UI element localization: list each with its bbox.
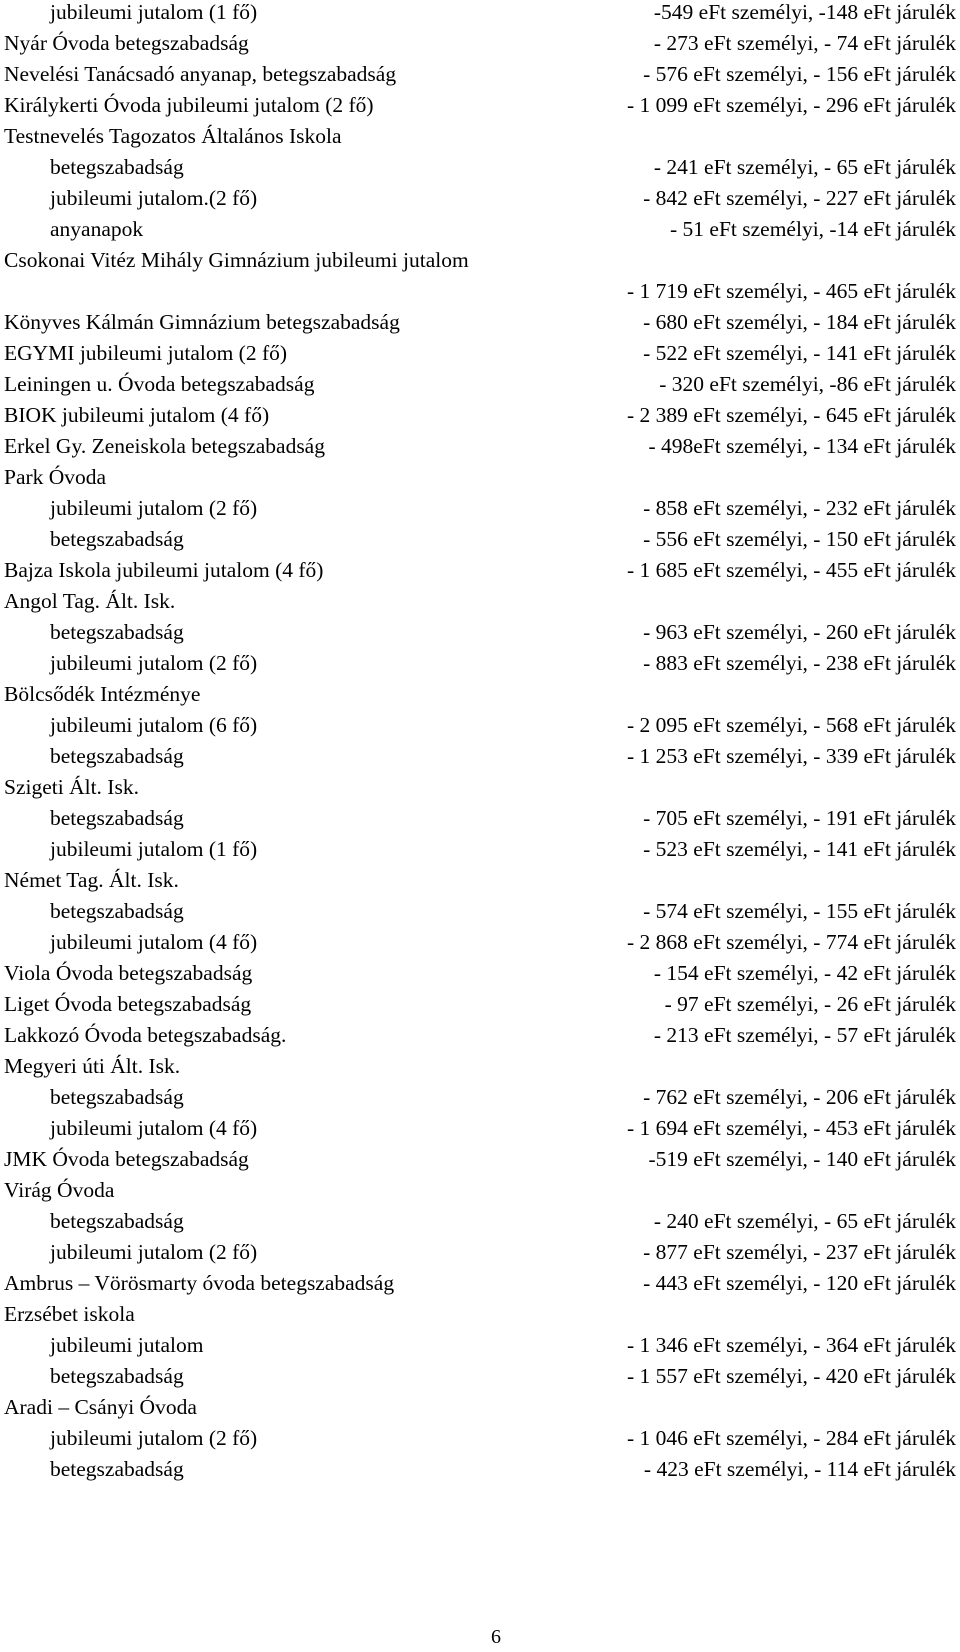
budget-item-row <box>0 120 960 152</box>
budget-subitem-row <box>0 616 960 648</box>
line-amount: - 1 557 eFt személyi, - 420 eFt járulék <box>627 1364 956 1388</box>
line-amount: - 240 eFt személyi, - 65 eFt járulék <box>653 1209 956 1233</box>
budget-subitem-row <box>0 802 960 834</box>
budget-item-row <box>0 461 960 493</box>
budget-item-row <box>0 430 960 462</box>
line-label: Virág Óvoda <box>4 1178 115 1202</box>
line-label: Erzsébet iskola <box>4 1302 135 1326</box>
budget-item-row <box>0 244 960 276</box>
budget-item-row <box>0 89 960 121</box>
budget-item-row <box>0 554 960 586</box>
line-amount: - 2 095 eFt személyi, - 568 eFt járulék <box>627 713 956 737</box>
budget-item-row <box>0 368 960 400</box>
budget-item-row <box>0 1298 960 1330</box>
budget-item-row <box>0 585 960 617</box>
line-amount: - 858 eFt személyi, - 232 eFt járulék <box>643 496 956 520</box>
line-label: betegszabadság <box>50 1085 184 1109</box>
line-label: Testnevelés Tagozatos Általános Iskola <box>4 124 342 148</box>
line-label: Ambrus – Vörösmarty óvoda betegszabadság <box>4 1271 395 1295</box>
line-amount: - 97 eFt személyi, - 26 eFt járulék <box>664 992 956 1016</box>
line-label: Lakkozó Óvoda betegszabadság. <box>4 1023 287 1047</box>
line-label: JMK Óvoda betegszabadság <box>4 1147 249 1171</box>
line-label: Park Óvoda <box>4 465 107 489</box>
line-amount: - 154 eFt személyi, - 42 eFt járulék <box>653 961 956 985</box>
line-amount: - 883 eFt személyi, - 238 eFt járulék <box>643 651 956 675</box>
line-label: Leiningen u. Óvoda betegszabadság <box>4 372 315 396</box>
line-label: betegszabadság <box>50 899 184 923</box>
budget-subitem-row <box>0 151 960 183</box>
line-amount: - 576 eFt személyi, - 156 eFt járulék <box>643 62 956 86</box>
line-amount: - 556 eFt személyi, - 150 eFt járulék <box>643 527 956 551</box>
line-amount: - 1 046 eFt személyi, - 284 eFt járulék <box>627 1426 956 1450</box>
budget-subitem-row <box>0 1112 960 1144</box>
line-label: jubileumi jutalom (2 fő) <box>50 1240 258 1264</box>
budget-item-row <box>0 678 960 710</box>
line-label: Könyves Kálmán Gimnázium betegszabadság <box>4 310 400 334</box>
budget-subitem-row <box>0 833 960 865</box>
line-amount: - 705 eFt személyi, - 191 eFt járulék <box>643 806 956 830</box>
line-amount: - 523 eFt személyi, - 141 eFt járulék <box>643 837 956 861</box>
budget-subitem-row <box>0 1236 960 1268</box>
budget-subitem-row <box>0 709 960 741</box>
line-amount: - 213 eFt személyi, - 57 eFt járulék <box>653 1023 956 1047</box>
budget-item-row <box>0 1143 960 1175</box>
line-amount: - 241 eFt személyi, - 65 eFt járulék <box>653 155 956 179</box>
line-label: jubileumi jutalom (1 fő) <box>50 0 258 24</box>
line-amount: -519 eFt személyi, - 140 eFt járulék <box>648 1147 956 1171</box>
line-label: Viola Óvoda betegszabadság <box>4 961 253 985</box>
line-label: jubileumi jutalom (1 fő) <box>50 837 258 861</box>
line-label: Bajza Iskola jubileumi jutalom (4 fő) <box>4 558 324 582</box>
line-label: betegszabadság <box>50 1209 184 1233</box>
line-label: jubileumi jutalom (2 fő) <box>50 651 258 675</box>
budget-subitem-row <box>0 492 960 524</box>
budget-item-row <box>0 988 960 1020</box>
line-label: Királykerti Óvoda jubileumi jutalom (2 fő) <box>4 93 374 117</box>
line-amount: - 1 253 eFt személyi, - 339 eFt járulék <box>627 744 956 768</box>
line-amount: - 1 719 eFt személyi, - 465 eFt járulék <box>627 279 956 303</box>
budget-item-row <box>0 771 960 803</box>
line-amount: - 423 eFt személyi, - 114 eFt járulék <box>643 1457 956 1481</box>
line-label: betegszabadság <box>50 1457 184 1481</box>
budget-item-row <box>0 1019 960 1051</box>
budget-subitem-row <box>0 0 960 28</box>
line-amount: - 574 eFt személyi, - 155 eFt járulék <box>643 899 956 923</box>
page-number: 6 <box>491 1626 501 1648</box>
line-label: jubileumi jutalom (4 fő) <box>50 930 258 954</box>
line-amount: - 320 eFt személyi, -86 eFt járulék <box>659 372 956 396</box>
line-amount: - 2 389 eFt személyi, - 645 eFt járulék <box>627 403 956 427</box>
line-label: jubileumi jutalom (4 fő) <box>50 1116 258 1140</box>
line-label: jubileumi jutalom.(2 fő) <box>50 186 258 210</box>
line-label: EGYMI jubileumi jutalom (2 fő) <box>4 341 288 365</box>
budget-subitem-row <box>0 926 960 958</box>
budget-item-row <box>0 864 960 896</box>
budget-item-row <box>0 275 960 307</box>
budget-item-row <box>0 957 960 989</box>
line-label: betegszabadság <box>50 155 184 179</box>
line-amount: - 273 eFt személyi, - 74 eFt járulék <box>653 31 956 55</box>
line-label: Csokonai Vitéz Mihály Gimnázium jubileumi jutalom <box>4 248 469 272</box>
line-label: Nyár Óvoda betegszabadság <box>4 31 249 55</box>
line-label: Német Tag. Ált. Isk. <box>4 868 179 892</box>
budget-subitem-row <box>0 182 960 214</box>
line-label: Megyeri úti Ált. Isk. <box>4 1054 181 1078</box>
line-amount: - 443 eFt személyi, - 120 eFt járulék <box>643 1271 956 1295</box>
budget-subitem-row <box>0 740 960 772</box>
budget-subitem-row <box>0 1081 960 1113</box>
line-label: Nevelési Tanácsadó anyanap, betegszabadság <box>4 62 397 86</box>
line-label: betegszabadság <box>50 1364 184 1388</box>
line-label: Angol Tag. Ált. Isk. <box>4 589 176 613</box>
line-amount: - 1 685 eFt személyi, - 455 eFt járulék <box>627 558 956 582</box>
line-amount: - 51 eFt személyi, -14 eFt járulék <box>670 217 956 241</box>
line-amount: - 1 099 eFt személyi, - 296 eFt járulék <box>627 93 956 117</box>
budget-item-row <box>0 1391 960 1423</box>
line-label: Szigeti Ált. Isk. <box>4 775 139 799</box>
line-amount: - 877 eFt személyi, - 237 eFt járulék <box>643 1240 956 1264</box>
line-label: betegszabadság <box>50 527 184 551</box>
budget-subitem-row <box>0 1329 960 1361</box>
budget-item-row <box>0 1174 960 1206</box>
budget-subitem-row <box>0 647 960 679</box>
line-label: Erkel Gy. Zeneiskola betegszabadság <box>4 434 325 458</box>
line-label: anyanapok <box>50 217 144 241</box>
line-label: jubileumi jutalom <box>50 1333 204 1357</box>
line-amount: - 963 eFt személyi, - 260 eFt járulék <box>643 620 956 644</box>
budget-item-row <box>0 399 960 431</box>
budget-item-row <box>0 1050 960 1082</box>
budget-item-row <box>0 1267 960 1299</box>
line-label: jubileumi jutalom (2 fő) <box>50 1426 258 1450</box>
budget-item-row <box>0 306 960 338</box>
line-amount: - 498eFt személyi, - 134 eFt járulék <box>648 434 956 458</box>
line-label: Bölcsődék Intézménye <box>4 682 201 706</box>
line-amount: -549 eFt személyi, -148 eFt járulék <box>653 0 956 24</box>
line-label: betegszabadság <box>50 806 184 830</box>
budget-subitem-row <box>0 1453 960 1485</box>
budget-subitem-row <box>0 1422 960 1454</box>
line-label: BIOK jubileumi jutalom (4 fő) <box>4 403 270 427</box>
budget-subitem-row <box>0 213 960 245</box>
line-label: jubileumi jutalom (2 fő) <box>50 496 258 520</box>
line-label: jubileumi jutalom (6 fő) <box>50 713 258 737</box>
line-amount: - 1 346 eFt személyi, - 364 eFt járulék <box>627 1333 956 1357</box>
line-label: Liget Óvoda betegszabadság <box>4 992 252 1016</box>
budget-subitem-row <box>0 1205 960 1237</box>
line-label: betegszabadság <box>50 744 184 768</box>
line-amount: - 522 eFt személyi, - 141 eFt járulék <box>643 341 956 365</box>
line-label: Aradi – Csányi Óvoda <box>4 1395 197 1419</box>
budget-subitem-row <box>0 1360 960 1392</box>
budget-item-row <box>0 58 960 90</box>
line-label: betegszabadság <box>50 620 184 644</box>
budget-subitem-row <box>0 895 960 927</box>
line-amount: - 680 eFt személyi, - 184 eFt járulék <box>643 310 956 334</box>
line-amount: - 1 694 eFt személyi, - 453 eFt járulék <box>627 1116 956 1140</box>
budget-item-row <box>0 337 960 369</box>
line-amount: - 842 eFt személyi, - 227 eFt járulék <box>643 186 956 210</box>
line-amount: - 762 eFt személyi, - 206 eFt járulék <box>643 1085 956 1109</box>
line-amount: - 2 868 eFt személyi, - 774 eFt járulék <box>627 930 956 954</box>
budget-subitem-row <box>0 523 960 555</box>
budget-item-row <box>0 27 960 59</box>
